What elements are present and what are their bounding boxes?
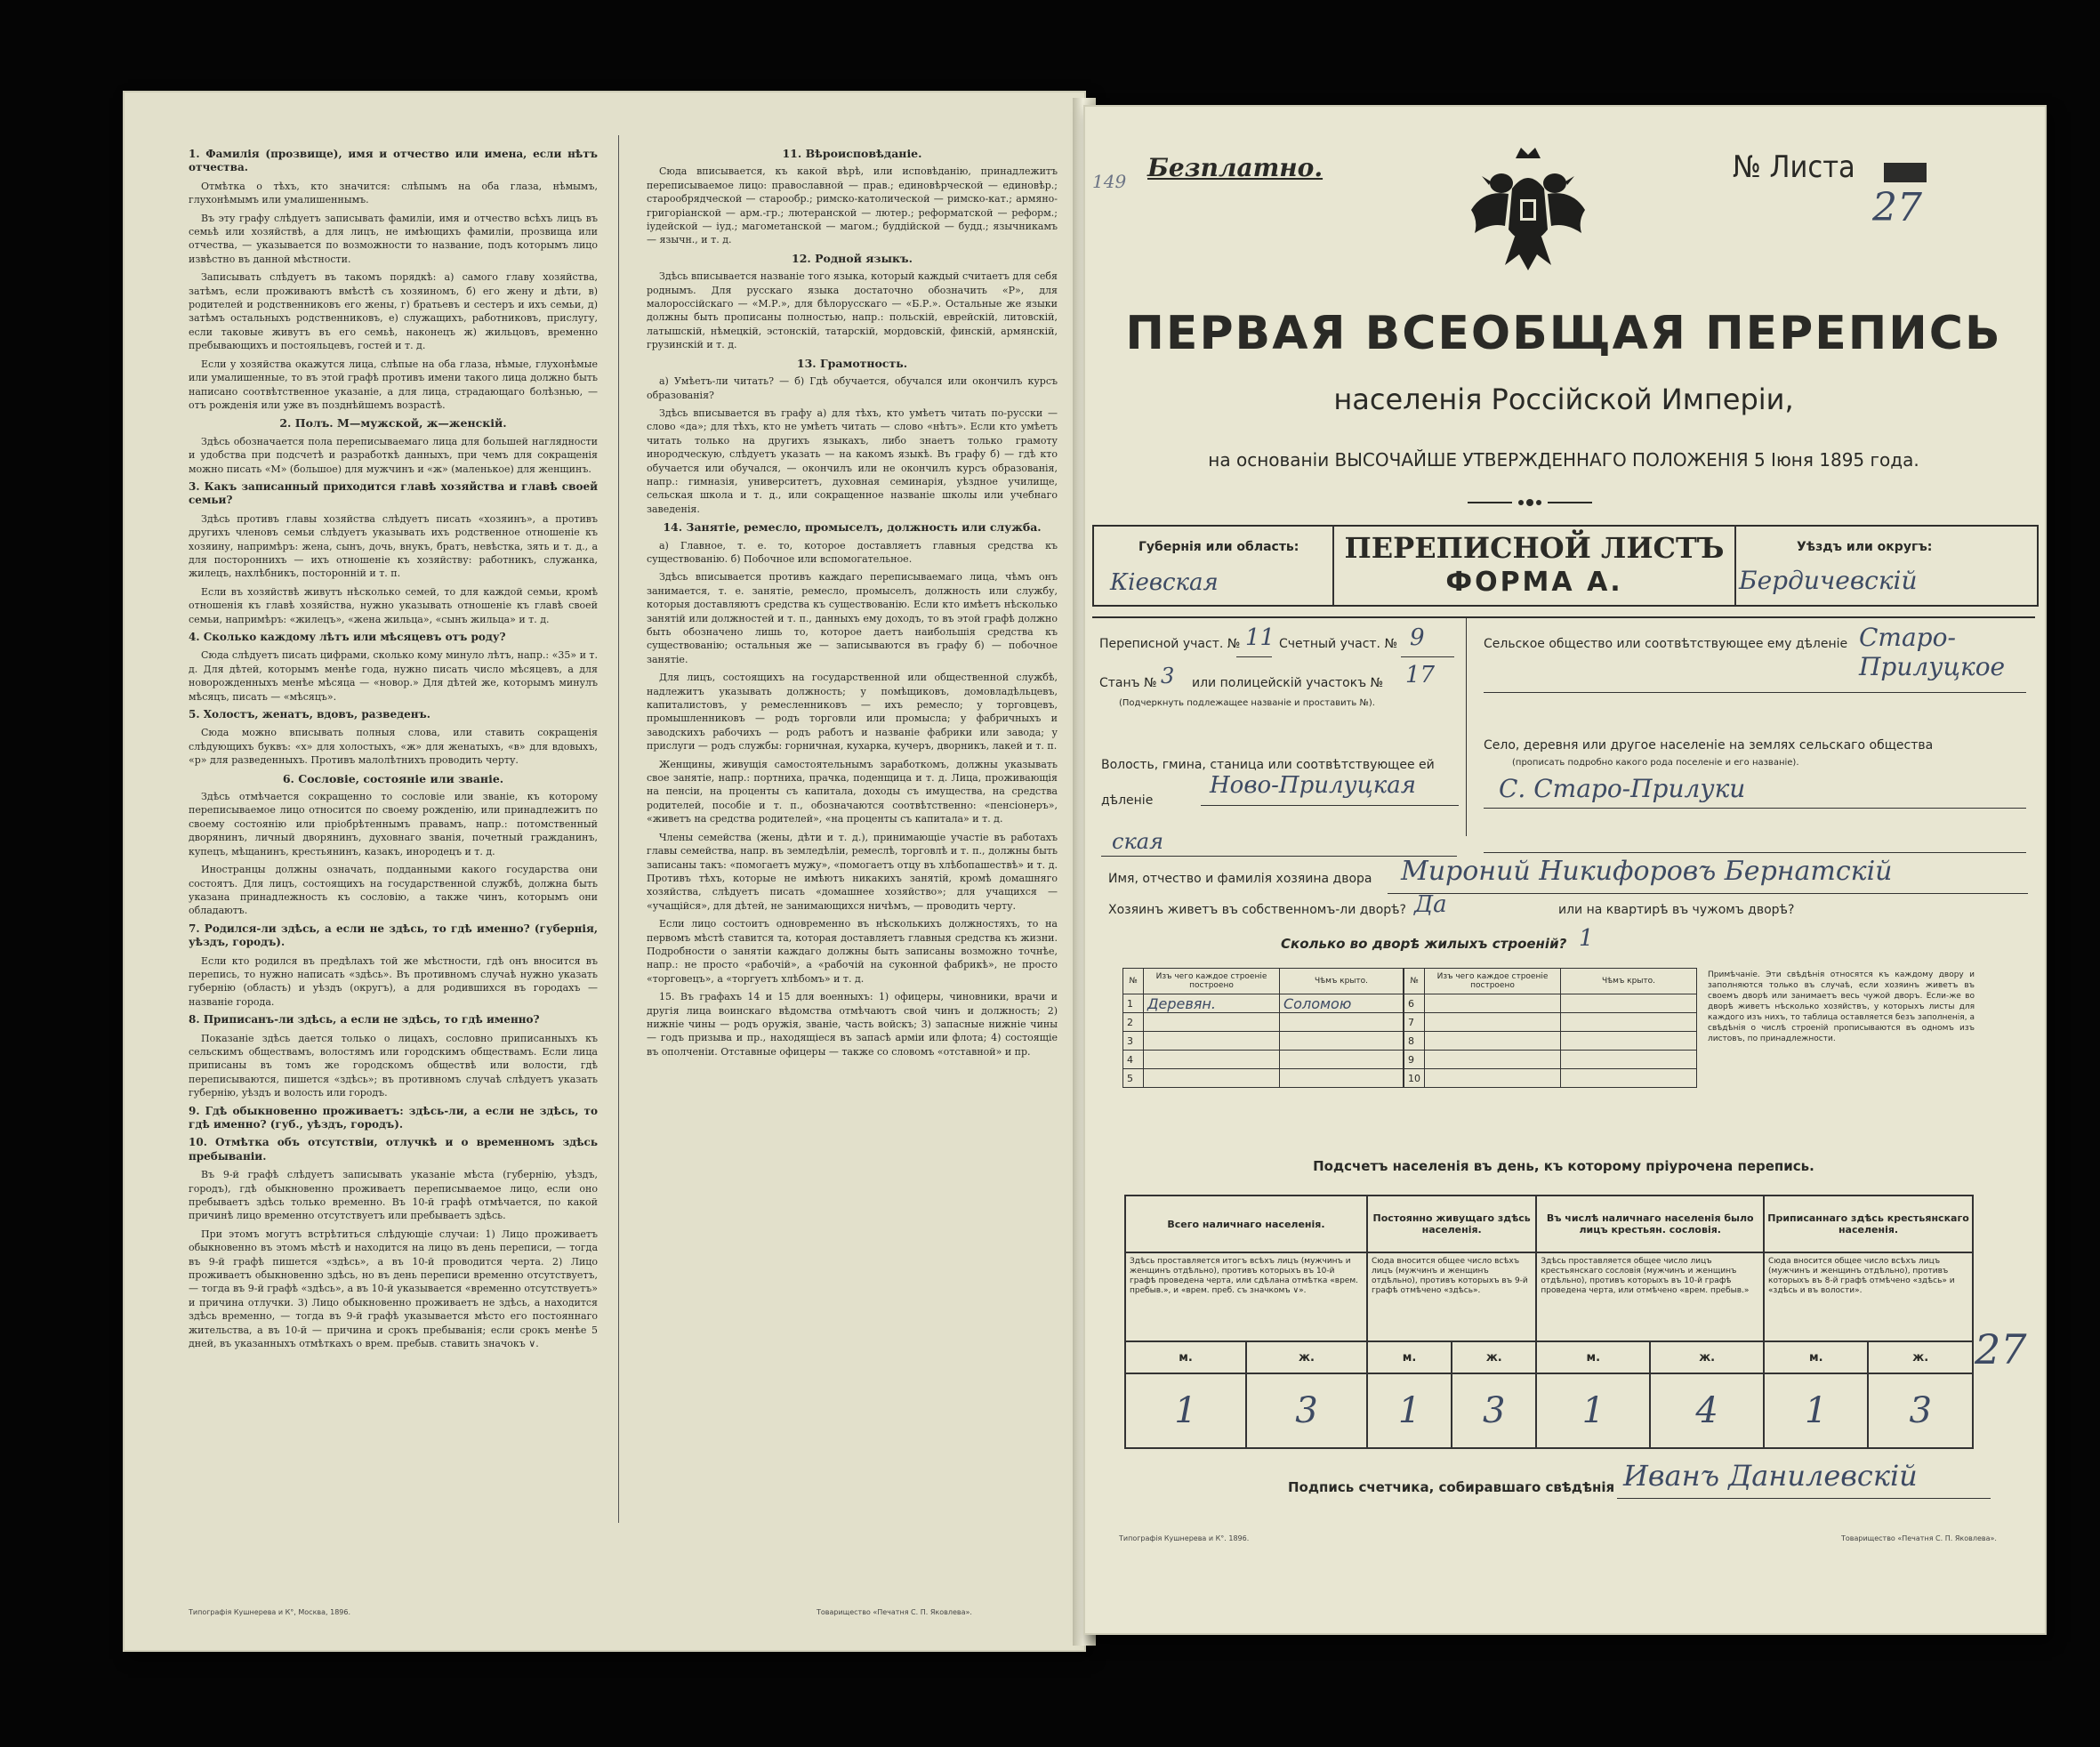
instruction-heading: 14. Занятіе, ремесло, промыселъ, должность или служба.: [663, 520, 1042, 535]
double-headed-eagle-emblem: [1466, 141, 1590, 274]
instruction-heading: 2. Полъ. М—мужской, ж—женскій.: [279, 416, 507, 431]
instructions-column-right: [647, 142, 1058, 1517]
col-number: №: [1404, 969, 1425, 994]
lives-own-value: Да: [1414, 891, 1447, 918]
owner-label: Имя, отчество и фамилія хозяина двора: [1108, 872, 1372, 886]
buildings-value: 1: [1579, 925, 1594, 952]
building-material-cell: [1144, 1032, 1280, 1051]
instruction-heading: 5. Холостъ, женатъ, вдовъ, разведенъ.: [189, 708, 430, 721]
instruction-paragraph: Здѣсь вписывается названіе того языка, который каждый считаетъ для себя роднымъ. Для русскаго языка достаточно обозначить «Р», для малороссійскаго — «М.Р.», для бѣлорусскаго — «Б.Р.». Остальные же языки должны быть прописаны полностью, напр.: польскій, еврейскій, литовскій, латышскій, нѣмецкій, эстонскій, татарскій, мордовскій, финскій, армянскій, грузинскій и т. д.: [647, 270, 1058, 351]
instruction-paragraph: Женщины, живущія самостоятельнымъ заработкомъ, должны указывать свое занятіе, напр.: портниха, прачка, поденщица и т. д. Лица, проживающія на пенсіи, на проценты съ капитала, доходы съ имущества, на средства родителей, пособіе и т. п., обозначаются соотвѣтственно: «пенсіонеръ», «живетъ на средства родителей», «на проценты съ капитала» и т. д.: [647, 758, 1058, 825]
building-roof-cell: [1280, 1051, 1404, 1069]
instruction-paragraph: Сюда слѣдуетъ писать цифрами, сколько кому минуло лѣтъ, напр.: «35» и т. д. Для дѣтей, которымъ менѣе года, нужно писать число мѣсяцевъ, а для новорожденныхъ менѣе мѣсяца — «новор.» Для дѣтей же, которымъ минулъ мѣсяцъ, писать — «мѣсяцъ».: [189, 649, 598, 703]
uezd-label: Уѣздъ или округъ:: [1797, 540, 1933, 554]
printer-imprint-form-right: Товарищество «Печатня С. П. Яковлева».: [1841, 1534, 1997, 1542]
col-material: Изъ чего каждое строеніе построено: [1144, 969, 1280, 994]
volost-value: Ново-Прилуцкая: [1210, 772, 1416, 799]
count-column-header: Всего наличнаго населенія.: [1125, 1196, 1367, 1252]
instruction-paragraph: Если кто родился въ предѣлахъ той же мѣстности, гдѣ онъ вносится въ перепись, то нужно написать «здѣсь». Въ противномъ случаѣ нужно указать губернію (область) и уѣздъ (округъ), а для родившихся въ городахъ — названіе города.: [189, 954, 598, 1008]
sex-label: м.: [1536, 1341, 1650, 1373]
building-row: [1404, 1051, 1697, 1069]
count-plot-label: Счетный участ. №: [1279, 637, 1398, 651]
ornament-divider: [1468, 494, 1592, 511]
instruction-heading: 13. Грамотность.: [796, 356, 908, 370]
building-row: [1123, 1032, 1404, 1051]
gubernia-label: Губернія или область:: [1139, 540, 1299, 554]
count-value: 1: [1125, 1373, 1246, 1448]
census-plot-value: 11: [1245, 624, 1275, 651]
police-value: 17: [1405, 662, 1436, 688]
col-material: Изъ чего каждое строеніе построено: [1425, 969, 1561, 994]
building-n-cell: 6: [1404, 994, 1425, 1013]
count-column-header: Приписаннаго здѣсь крестьянскаго населенія.: [1764, 1196, 1973, 1252]
count-column-description: Сюда вносится общее число всѣхъ лицъ (мужчинъ и женщинъ отдѣльно), противъ которыхъ въ 9-й графѣ отмѣчено «здѣсь».: [1367, 1252, 1536, 1341]
margin-total: 27: [1975, 1325, 2027, 1373]
building-roof-cell: Соломою: [1280, 994, 1404, 1013]
form-subtitle: ФОРМА А.: [1445, 567, 1623, 598]
society-label: Сельское общество или соотвѣтствующее ему дѣленіе: [1484, 637, 1848, 651]
building-n-cell: 3: [1123, 1032, 1144, 1051]
instruction-paragraph: а) Главное, т. е. то, которое доставляетъ главныя средства къ существованію. б) Побочное или вспомогательное.: [647, 539, 1058, 565]
underline: [1236, 656, 1272, 657]
count-value: 3: [1868, 1373, 1973, 1448]
instruction-paragraph: Члены семейства (жены, дѣти и т. д.), принимающіе участіе въ работахъ главы семейства, напр. въ земледѣліи, ремеслѣ, торговлѣ и т. п., должны быть записаны такъ: «помогаетъ мужу», «помогаетъ отцу въ хлѣбопашествѣ» и т. д. Противъ тѣхъ, которые не имѣютъ никакихъ занятій, кромѣ домашняго хозяйства, слѣдуетъ писать «домашнее хозяйство»; для учащихся — «учащійся», для дѣтей, не занимающихся ничѣмъ, — проводить черту.: [647, 831, 1058, 912]
sex-label: ж.: [1868, 1341, 1973, 1373]
building-n-cell: 8: [1404, 1032, 1425, 1051]
count-plot-value: 9: [1410, 624, 1425, 651]
census-plot-label: Переписной участ. №: [1099, 637, 1241, 651]
instructions-column-left: [189, 148, 598, 1513]
building-row: [1123, 1069, 1404, 1088]
instruction-heading: 9. Гдѣ обыкновенно проживаетъ: здѣсь-ли, а если не здѣсь, то гдѣ именно? (губ., уѣздъ, городъ).: [189, 1104, 598, 1131]
building-n-cell: 1: [1123, 994, 1144, 1013]
enumerator-signature: Иванъ Данилевскій: [1623, 1459, 1918, 1493]
instruction-heading: 6. Сословіе, состояніе или званіе.: [282, 771, 504, 785]
instruction-paragraph: а) Умѣетъ-ли читать? — б) Гдѣ обучается, обучался или окончилъ курсъ образованія?: [647, 375, 1058, 401]
village-label: Село, деревня или другое населеніе на землях сельскаго общества: [1484, 738, 1934, 753]
count-value: 1: [1764, 1373, 1868, 1448]
col-roof: Чѣмъ крыто.: [1561, 969, 1697, 994]
building-roof-cell: [1561, 1032, 1697, 1051]
signature-label: Подпись счетчика, собиравшаго свѣдѣнія: [1288, 1479, 1615, 1495]
form-title: ПЕРЕПИСНОЙ ЛИСТЪ: [1344, 531, 1725, 565]
building-material-cell: [1425, 1013, 1561, 1032]
village-value: С. Старо-Прилуки: [1499, 774, 1746, 803]
building-row: [1123, 994, 1404, 1013]
building-material-cell: [1425, 994, 1561, 1013]
volost-label: Волость, гмина, станица или соотвѣтствующее ей дѣленіе: [1101, 758, 1435, 808]
band-divider-2: [1734, 525, 1736, 605]
stan-label: Станъ №: [1099, 676, 1157, 690]
instruction-paragraph: Отмѣтка о тѣхъ, кто значится: слѣпымъ на оба глаза, нѣмымъ, глухонѣмымъ или умалишеннымъ.: [189, 180, 598, 206]
instruction-paragraph: Здѣсь обозначается пола переписываемаго лица для большей наглядности и удобства при подсчетѣ и разработкѣ данныхъ, при чемъ для сокращенія можно писать «М» (большое) для мужчинъ и «ж» (маленькое) для женщинъ.: [189, 435, 598, 475]
margin-note: 149: [1092, 171, 1127, 192]
underline: [1484, 808, 2026, 809]
instruction-paragraph: При этомъ могутъ встрѣтиться слѣдующіе случаи: 1) Лицо проживаетъ обыкновенно въ этомъ мѣстѣ и находится на лицо въ день переписи, — тогда въ 9-й графѣ пишется «здѣсь», а въ 10-й проводится черта. 2) Лицо проживаетъ обыкновенно здѣсь, но въ день переписи временно отсутствуетъ, — тогда въ 9-й графѣ «здѣсь», а въ 10-й указывается «временно отсутствуетъ» и причина отлучки. 3) Лицо обыкновенно проживаетъ не здѣсь, а находится здѣсь временно, — тогда въ 9-й графѣ указывается мѣсто его постояннаго жительства, а въ 10-й — причина и срокъ пребыванія; если срокъ менѣе 5 дней, въ указанныхъ отмѣткахъ о врем. пребыв. ставить значокъ ∨.: [189, 1228, 598, 1350]
instruction-paragraph: Здѣсь отмѣчается сокращенно то сословіе или званіе, къ которому переписываемое лицо относится по своему рожденію, или принадлежитъ по своему состоянію или пріобрѣтеннымъ правамъ, напр.: потомственный дворянинъ, личный дворянинъ, духовнаго званія, почетный гражданинъ, купецъ, мѣщанинъ, крестьянинъ, казакъ, инородецъ и т. д.: [189, 791, 598, 857]
instruction-paragraph: Если у хозяйства окажутся лица, слѣпые на оба глаза, нѣмые, глухонѣмые или умалишенные, то въ этой графѣ противъ имени такого лица должно быть написано соотвѣтственное указаніе, а для лица, страдающаго болѣзнью, — отъ рожденія или уже въ позднѣйшемъ возрастѣ.: [189, 358, 598, 411]
society-value: Старо-Прилуцкое: [1859, 623, 2006, 681]
census-subtitle: населенія Россійской Имперіи,: [1333, 382, 1794, 416]
building-roof-cell: [1280, 1069, 1404, 1088]
buildings-table-right: [1404, 968, 1697, 1088]
underline: [1201, 805, 1459, 806]
building-roof-cell: [1561, 1069, 1697, 1088]
instruction-heading: 11. Вѣроисповѣданіе.: [782, 147, 922, 160]
count-column-header: Въ числѣ наличнаго населенія было лицъ крестьян. сословія.: [1536, 1196, 1764, 1252]
building-material-cell: [1144, 1013, 1280, 1032]
population-count-table: [1124, 1195, 1974, 1449]
building-n-cell: 9: [1404, 1051, 1425, 1069]
uezd-value: Бердичевскій: [1739, 566, 1918, 595]
sex-label: м.: [1367, 1341, 1452, 1373]
instruction-paragraph: Здѣсь вписывается противъ каждаго переписываемаго лица, чѣмъ онъ занимается, т. е. занятіе, ремесло, промыселъ, должность или службу, которыя доставляютъ средства къ существованію. Если кто имѣетъ нѣсколько занятій или должностей и т. п., данныхъ ему доходъ, то въ этой графѣ должно быть обозначено лишь то, которое даетъ наибольшія средства къ существованію; остальныя же — записываются въ графу б) — побочное занятіе.: [647, 571, 1058, 665]
building-row: [1123, 1051, 1404, 1069]
column-divider: [618, 135, 619, 1523]
count-value: 1: [1367, 1373, 1452, 1448]
count-value: 4: [1650, 1373, 1764, 1448]
volost-value-continued: ская: [1112, 829, 1163, 854]
instruction-paragraph: Если лицо состоитъ одновременно въ нѣсколькихъ должностяхъ, то на первомъ мѣстѣ ставится та, которая доставляетъ главныя средства къ жизни. Подробности о занятіи каждаго должны быть записаны возможно точнѣе, напр.: не просто «рабочій», а «рабочій на суконной фабрикѣ», не просто «торговецъ», а «торгуетъ хлѣбомъ» и т. д.: [647, 918, 1058, 985]
lives-rent-label: или на квартирѣ въ чужомъ дворѣ?: [1558, 903, 1795, 917]
underline: [1401, 656, 1454, 657]
instruction-paragraph: Для лицъ, состоящихъ на государственной или общественной службѣ, надлежитъ указывать должность; у помѣщиковъ, домовладѣльцевъ, капиталистовъ, у ремесленниковъ — ихъ ремесло; у торговцевъ, промышленниковъ — родъ торговли или промысла; у фабричныхъ и заводскихъ рабочихъ — родъ работъ и названіе фабрики или завода; у прислуги — родъ службы: горничная, кухарка, кучеръ, дворникъ, лакей и т. п.: [647, 672, 1058, 753]
buildings-table-left: [1122, 968, 1404, 1088]
census-title: ПЕРВАЯ ВСЕОБЩАЯ ПЕРЕПИСЬ: [1125, 307, 2002, 360]
instruction-paragraph: 15. Въ графахъ 14 и 15 для военныхъ: 1) офицеры, чиновники, врачи и другія лица воинскаго вѣдомства отмѣчаютъ свой чинъ и должность; 2) нижніе чины — родъ оружія, званіе, часть войскъ; 3) запасные нижніе чины — годъ призыва и пр., находящіеся въ запасѣ арміи или флота; 4) состоящіе въ ополченіи. Отставные офицеры — также со словомъ «отставной» и пр.: [647, 991, 1058, 1058]
printer-imprint-right: Товарищество «Печатня С. П. Яковлева».: [817, 1608, 972, 1616]
building-material-cell: [1144, 1051, 1280, 1069]
underline: [1484, 852, 2026, 853]
instruction-paragraph: Иностранцы должны означать, подданными какого государства они состоятъ. Для лицъ, состоящихъ на государственной службѣ, должна быть указана принадлежность къ сословію, а также чинъ, которымъ они обладаютъ.: [189, 864, 598, 917]
instruction-paragraph: Записывать слѣдуетъ въ такомъ порядкѣ: а) самого главу хозяйства, затѣмъ, если проживаютъ вмѣстѣ съ хозяиномъ, б) его жену и дѣти, в) родителей и родственниковъ его жены, г) братьевъ и сестеръ и ихъ семьи, д) затѣмъ остальныхъ родственниковъ, е) служащихъ, работниковъ, прислугу, если таковые живутъ въ его семьѣ, наконецъ ж) жильцовъ, временно пребывающихъ и постояльцевъ, гостей и т. д.: [189, 271, 598, 352]
sex-label: м.: [1125, 1341, 1246, 1373]
underline: [1388, 893, 2028, 894]
building-roof-cell: [1280, 1032, 1404, 1051]
building-n-cell: 4: [1123, 1051, 1144, 1069]
sheet-number-label: № Листа: [1733, 149, 1855, 185]
instruction-paragraph: Если въ хозяйствѣ живутъ нѣсколько семей, то для каждой семьи, кромѣ отношенія къ главѣ хозяйства, нужно указывать отношеніе къ главѣ своей семьи, напримѣръ: «жилецъ», «жена жильца», «сынъ жильца» и т. д.: [189, 585, 598, 625]
signature-line: [1617, 1498, 1991, 1499]
printer-imprint-left: Типографія Кушнерева и К°, Москва, 1896.: [189, 1608, 350, 1616]
stan-value: 3: [1161, 664, 1175, 688]
instruction-paragraph: Показаніе здѣсь дается только о лицахъ, сословно приписанныхъ къ сельскимъ обществамъ, волостямъ или городскимъ обществамъ. Если лица приписаны въ томъ же городскомъ обществѣ или волости, гдѣ переписываются, пишется «здѣсь»; въ противномъ случаѣ слѣдуетъ указать губернію, уѣздъ и волость или городъ.: [189, 1032, 598, 1099]
instruction-heading: 12. Родной языкъ.: [792, 251, 913, 265]
building-row: [1404, 994, 1697, 1013]
building-material-cell: Деревян.: [1144, 994, 1280, 1013]
building-row: [1404, 1069, 1697, 1088]
instruction-paragraph: Въ эту графу слѣдуетъ записывать фамиліи, имя и отчество всѣхъ лицъ въ семьѣ или хозяйствѣ, а для лицъ, не имѣющихъ фамиліи, прозвища или отчества, — указывается по возможности то название, подъ которымъ лицо извѣстно въ данной мѣстности.: [189, 212, 598, 265]
building-n-cell: 10: [1404, 1069, 1425, 1088]
instruction-paragraph: Сюда можно вписывать полныя слова, или ставить сокращенія слѣдующихъ буквъ: «х» для холостыхъ, «ж» для женатыхъ, «в» для вдовыхъ, «р» для разведенныхъ. Противъ малолѣтнихъ проводить черту.: [189, 727, 598, 767]
building-n-cell: 5: [1123, 1069, 1144, 1088]
building-n-cell: 2: [1123, 1013, 1144, 1032]
instruction-heading: 7. Родился-ли здѣсь, а если не здѣсь, то гдѣ именно? (губернія, уѣздъ, городъ).: [189, 922, 598, 949]
instruction-paragraph: Здѣсь вписывается въ графу а) для тѣхъ, кто умѣетъ читать по-русски — слово «да»; для тѣхъ, кто не умѣетъ читать — слово «нѣтъ». Если кто умѣетъ читать только на другихъ языкахъ, либо знаетъ только грамоту инородческую, слѣдуетъ указать — на какомъ языкѣ. Въ графу б) — гдѣ кто обучается или обучался, — окончилъ или не окончилъ курсъ образованія, напр.: гимназія, университетъ, духовная семинарія, уѣздное училище, сельская школа и т. д., или сокращенное названіе школы или учебнаго заведенія.: [647, 407, 1058, 515]
count-column-description: Здѣсь проставляется общее число лицъ крестьянскаго сословія (мужчинъ и женщинъ отдѣльно), противъ которыхъ въ 10-й графѣ проведена черта, или отмѣчено «врем. пребыв.»: [1536, 1252, 1764, 1341]
instruction-heading: 8. Приписанъ-ли здѣсь, а если не здѣсь, то гдѣ именно?: [189, 1013, 540, 1026]
col-number: №: [1123, 969, 1144, 994]
count-heading: Подсчетъ населенія въ день, къ которому пріурочена перепись.: [1313, 1158, 1814, 1174]
gubernia-value: Кіевская: [1110, 569, 1219, 596]
building-roof-cell: [1561, 1013, 1697, 1032]
sheet-number-value: 27: [1872, 185, 1922, 230]
building-row: [1123, 1013, 1404, 1032]
building-n-cell: 7: [1404, 1013, 1425, 1032]
buildings-label: Сколько во дворѣ жилыхъ строеній?: [1281, 936, 1567, 952]
underline: [1484, 692, 2026, 693]
count-value: 3: [1246, 1373, 1367, 1448]
sex-label: ж.: [1246, 1341, 1367, 1373]
owner-value: Мироний Никифоровъ Бернатскій: [1401, 856, 1893, 887]
sex-label: ж.: [1650, 1341, 1764, 1373]
stan-note: (Подчеркнуть подлежащее названіе и проставить №).: [1119, 698, 1375, 708]
address-divider: [1466, 618, 1467, 836]
building-material-cell: [1425, 1051, 1561, 1069]
instruction-heading: 1. Фамилія (прозвище), имя и отчество или имена, если нѣтъ отчества.: [189, 148, 598, 174]
building-roof-cell: [1280, 1013, 1404, 1032]
count-column-header: Постоянно живущаго здѣсь населенія.: [1367, 1196, 1536, 1252]
instruction-paragraph: Здѣсь противъ главы хозяйства слѣдуетъ писать «хозяинъ», а противъ другихъ членовъ семьи слѣдуетъ указывать ихъ родственное отношеніе къ хозяину, напримѣръ: жена, сынъ, дочь, внукъ, братъ, невѣстка, зять и т. д., а для постороннихъ — ихъ отношеніе къ хозяйству: работникъ, служанка, жилецъ, нахлѣбникъ, посторонній и т. п.: [189, 512, 598, 580]
instruction-heading: 3. Какъ записанный приходится главѣ хозяйства и главѣ своей семьи?: [189, 479, 598, 507]
building-roof-cell: [1561, 994, 1697, 1013]
building-material-cell: [1144, 1069, 1280, 1088]
building-material-cell: [1425, 1032, 1561, 1051]
instruction-heading: 10. Отмѣтка объ отсутствіи, отлучкѣ и о временномъ здѣсь пребываніи.: [189, 1136, 598, 1163]
instruction-paragraph: Сюда вписывается, къ какой вѣрѣ, или исповѣданію, принадлежитъ переписываемое лицо: православной — прав.; единовѣрческой — единовѣр.; старообрядческой — старообр.; римско-католической — римско-кат.; армяно-григоріанской — арм.-гр.; лютеранской — лютер.; реформатской — реформ.; іудейской — іуд.; магометанской — магом.; буддійской — будд.; язычникамъ — язычн., и т. д.: [647, 165, 1058, 246]
free-of-charge-label: Безплатно.: [1147, 153, 1324, 182]
sex-label: ж.: [1452, 1341, 1536, 1373]
count-value: 3: [1452, 1373, 1536, 1448]
building-row: [1404, 1013, 1697, 1032]
instruction-heading: 4. Сколько каждому лѣтъ или мѣсяцевъ отъ роду?: [189, 631, 506, 643]
building-roof-cell: [1561, 1051, 1697, 1069]
sex-label: м.: [1764, 1341, 1868, 1373]
buildings-note: Примѣчаніе. Эти свѣдѣнія относятся къ каждому двору и заполняются только въ случаѣ, если хозяинъ живетъ въ своемъ дворѣ или занимаетъ весь чужой дворъ. Если-же во дворѣ живетъ нѣсколько хозяйствъ, у которыхъ листы для каждого изъ нихъ, то таблица оставляется безъ заполненія, а свѣдѣнія о числѣ строеній прописываются въ одномъ изъ листовъ, по принадлежности.: [1708, 970, 1975, 1043]
building-material-cell: [1425, 1069, 1561, 1088]
printer-imprint-form-left: Типографія Кушнерева и К°. 1896.: [1119, 1534, 1250, 1542]
col-roof: Чѣмъ крыто.: [1280, 969, 1404, 994]
police-label: или полицейскій участокъ №: [1192, 676, 1384, 690]
count-column-description: Сюда вносится общее число всѣхъ лицъ (мужчинъ и женщинъ отдѣльно), противъ которыхъ въ 8-й графѣ отмѣчено «здѣсь» и «здѣсь и въ волости».: [1764, 1252, 1973, 1341]
count-column-description: Здѣсь проставляется итогъ всѣхъ лицъ (мужчинъ и женщинъ отдѣльно), противъ которыхъ въ 10-й графѣ проведена черта, или сдѣлана отмѣтка «врем. пребыв.», и «врем. преб. съ значкомъ ∨».: [1125, 1252, 1367, 1341]
census-decree: на основаніи ВЫСОЧАЙШЕ УТВЕРЖДЕННАГО ПОЛОЖЕНІЯ 5 Іюня 1895 года.: [1208, 449, 1919, 471]
count-value: 1: [1536, 1373, 1650, 1448]
lives-own-label: Хозяинъ живетъ въ собственномъ-ли дворѣ?: [1108, 903, 1406, 917]
building-row: [1404, 1032, 1697, 1051]
ink-blot: [1884, 163, 1927, 182]
instruction-paragraph: Въ 9-й графѣ слѣдуетъ записывать указаніе мѣста (губернію, уѣздъ, городъ), гдѣ обыкновенно проживаетъ переписываемое лицо, если оно пребываетъ здѣсь только временно. Въ 10-й графѣ отмѣчается, по какой причинѣ лицо временно отсутствуетъ или пребываетъ здѣсь.: [189, 1169, 598, 1222]
village-note: (прописать подробно какого рода поселеніе и его названіе).: [1512, 758, 1799, 768]
